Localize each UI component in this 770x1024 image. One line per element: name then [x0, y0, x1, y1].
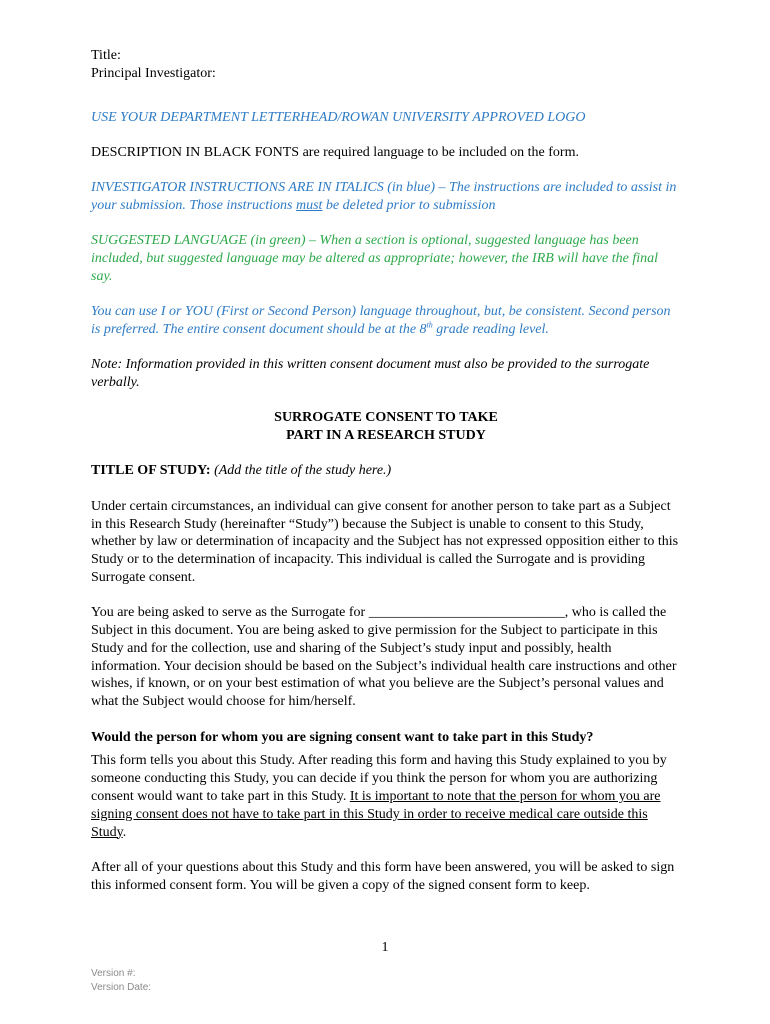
italics-instruction: [91, 179, 681, 215]
form-explanation-text: This form tells you about this Study. After reading this form and having this Study explained to you by someone conducting this Study, you can decide if you think the person for whom you are authorizing consent would want to take part in this Study.: [91, 753, 667, 804]
study-title: [91, 462, 681, 480]
suggested-language-note: SUGGESTED LANGUAGE (in green) – When a section is optional, suggested language has been included, but suggested language may be altered as appropriate; however, the IRB will have the final say.: [91, 233, 659, 284]
person-sup: th: [426, 320, 433, 330]
title-label: Title:: [91, 48, 121, 63]
person-text-b: grade reading level.: [432, 321, 549, 337]
sign-form-paragraph: After all of your questions about this Study and this form have been answered, you will be asked to sign this informed consent form. You will be given a copy of the signed consent form to keep.: [91, 859, 675, 893]
letterhead-instruction: USE YOUR DEPARTMENT LETTERHEAD/ROWAN UNIVERSITY APPROVED LOGO: [91, 109, 586, 125]
form-explanation-end: .: [122, 824, 127, 840]
footer: [91, 967, 151, 995]
question-heading: Would the person for whom you are signing consent want to take part in this Study?: [91, 729, 594, 745]
italics-text-a: INVESTIGATOR INSTRUCTIONS ARE IN ITALICS (in blue) – The instructions are included to assist in your submission. Those instructions: [91, 180, 677, 213]
person-text-a: You can use I or YOU (First or Second Person) language throughout, but, be consistent. Second person is preferred. The entire consent document should be at the 8: [91, 304, 671, 337]
person-instruction: [91, 303, 681, 339]
consent-document: [91, 47, 681, 894]
heading-line-2: PART IN A RESEARCH STUDY: [286, 428, 486, 444]
study-title-hint: (Add the title of the study here.): [214, 463, 392, 479]
page-number: 1: [381, 940, 389, 955]
footer-version-date: Version Date:: [91, 982, 152, 993]
verbal-note: Note: Information provided in this written consent document must also be provided to the surrogate verbally.: [91, 357, 650, 391]
study-title-label: TITLE OF STUDY:: [91, 463, 211, 479]
black-fonts-note: DESCRIPTION IN BLACK FONTS are required language to be included on the form.: [91, 144, 579, 160]
serve-as-surrogate-paragraph: You are being asked to serve as the Surrogate for ____________________________, who is called the Subject in this document. You are being asked to give permission for the Subject to participate in this Study and for the collection, use and sharing of the Subject’s study input and possibly, health information. Your decision should be based on the Subject’s individual health care instructions and other wishes, if known, or on your best estimation of what you believe are the Subject’s personal values and what the Subject would choose for him/herself.: [91, 605, 677, 710]
footer-version: Version #:: [91, 968, 136, 979]
form-explanation-paragraph: [91, 752, 681, 841]
italics-text-b: be deleted prior to submission: [322, 197, 496, 213]
surrogate-paragraph: Under certain circumstances, an individual can give consent for another person to take part as a Subject in this Research Study (hereinafter “Study”) because the Subject is unable to consent to this Study, whether by law or determination of incapacity and the Subject has not expressed opposition either to this Study or to the determination of incapacity. This individual is called the Surrogate and is providing Surrogate consent.: [91, 498, 679, 585]
heading-line-1: SURROGATE CONSENT TO TAKE: [274, 410, 498, 426]
italics-must: must: [295, 197, 323, 213]
important-note-underlined: It is important to note that the person for whom you are signing consent does not have to take part in this Study in order to receive medical care outside this Study: [91, 788, 661, 840]
principal-investigator-label: Principal Investigator:: [91, 65, 216, 81]
